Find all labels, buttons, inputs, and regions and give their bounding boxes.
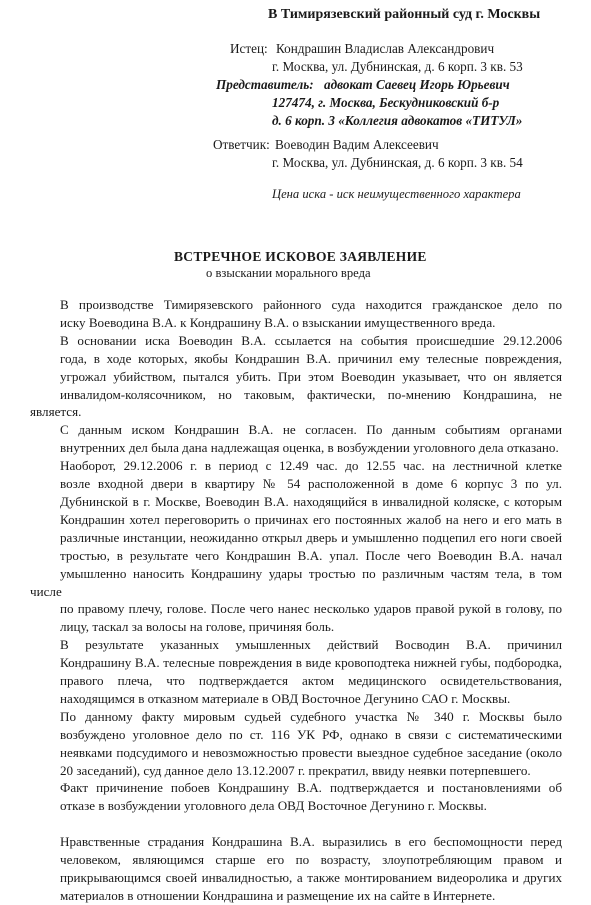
text-line: В производстве Тимирязевского районного суда находится гражданское дело по	[60, 297, 562, 312]
text-line: Дубнинской в г. Москве, Воеводин В.А. находящийся в инвалидной коляске, с которым	[60, 493, 562, 509]
defendant-address: г. Москва, ул. Дубнинская, д. 6 корп. 3 кв. 54	[272, 155, 523, 170]
text-line: инвалидом-колясочником, но таковым, фактически, по-мнению Кондрашина, не является.	[30, 386, 562, 420]
text-line: возле входной двери в квартиру № 54 расположенной в доме 6 корпус 3 по ул.	[60, 476, 562, 492]
text-line: отказе в возбуждении уголовного дела ОВД Восточное Дегунино г. Москвы.	[60, 798, 487, 814]
body-paragraph	[30, 636, 562, 708]
plaintiff-name: Кондрашин Владислав Александрович	[276, 41, 495, 56]
representative-label: Представитель:	[216, 77, 314, 92]
court-name: В Тимирязевский районный суд г. Москвы	[268, 7, 541, 22]
claim-price: Цена иска - иск неимущественного характера	[272, 187, 521, 201]
representative-name: адвокат Саевец Игорь Юрьевич	[324, 77, 510, 92]
text-line: Наоборот, 29.12.2006 г. в период с 12.49 час. до 12.55 час. на лестничной клетке	[60, 458, 562, 474]
text-line: Нравственные страдания Кондрашина В.А. выразились в его беспомощности перед	[60, 834, 562, 850]
text-line: внутренних дел была дана надлежащая оценка, в возбуждении уголовного дела отказано.	[60, 440, 559, 456]
text-line: лицу, таскал за волосы на голове, причиняя боль.	[60, 619, 335, 635]
body-paragraph	[30, 332, 562, 422]
text-line: По данному факту мировым судьей судебного участка № 340 г. Москвы было	[60, 708, 562, 724]
text-line: по правому плечу, голове. После чего нанес несколько ударов правой рукой в голову, по	[60, 601, 562, 617]
text-line: материалов в отношении Кондрашина и размещение их на сайте в Интернете.	[60, 888, 496, 903]
defendant-name: Воеводин Вадим Алексеевич	[275, 137, 439, 152]
text-line: года, в ходе которых, якобы Кондрашин В.А. причинил ему телесные повреждения,	[60, 350, 562, 366]
defendant-label: Ответчик:	[213, 137, 270, 152]
plaintiff-address: г. Москва, ул. Дубнинская, д. 6 корп. 3 кв. 53	[272, 59, 523, 74]
text-line: 20 заседаний), суд данное дело 13.12.2007 г. прекратил, ввиду неявки потерпевшего.	[60, 762, 531, 778]
text-line: тростью, в результате чего Кондрашин В.А. упал. После чего Воеводин В.А. начал	[60, 547, 562, 563]
document-body	[30, 296, 562, 905]
text-line: прикрывающимся своей инвалидностью, а также монтированием видеоролика и других	[60, 870, 562, 886]
text-line: различные инстанции, неожиданно открыл дверь и умышленно подцепил его ноги своей	[60, 529, 562, 545]
text-line: Кондрашин хотел переговорить о причинах его постоянных жалоб на него и его мать в	[60, 511, 562, 527]
text-line: Кондрашину В.А. телесные повреждения в виде кровоподтека нижней губы, подбородка,	[60, 655, 562, 671]
body-paragraph	[30, 779, 562, 815]
text-line: В результате указанных умышленных действий Восводин В.А. причинил	[60, 637, 562, 653]
representative-address-line-2: д. 6 корп. 3 «Коллегия адвокатов «ТИТУЛ»	[272, 113, 523, 128]
text-line: умышленно наносить Кондрашину удары тростью по различным частям тела, в том числе	[30, 565, 562, 599]
body-paragraph	[30, 708, 562, 780]
text-line: человеком, являющимся старше его по возрасту, злоупотребляющим правом и	[60, 852, 562, 868]
plaintiff-label: Истец:	[230, 41, 268, 56]
body-paragraph	[30, 833, 562, 905]
text-line: угрожал убийством, пытался убить. При этом Воеводин указывает, что он является	[60, 368, 562, 384]
text-line: возбуждено уголовное дело по ст. 116 УК РФ, однако в связи с систематическими	[60, 726, 562, 742]
body-paragraph	[30, 457, 562, 636]
text-line: Факт причинение побоев Кондрашину В.А. подтверждается и постановлениями об	[60, 780, 562, 796]
text-line: В основании иска Воеводин В.А. ссылается на события происшедшие 29.12.2006	[60, 332, 562, 348]
document-subtitle: о взыскании морального вреда	[206, 266, 371, 280]
text-line: находящимся в отказном материале в ОВД Восточное Дегунино САО г. Москвы.	[60, 690, 511, 706]
body-paragraph	[30, 421, 562, 457]
document-title: ВСТРЕЧНОЕ ИСКОВОЕ ЗАЯВЛЕНИЕ	[174, 249, 427, 264]
body-paragraph	[30, 296, 562, 332]
text-line: иску Воеводина В.А. к Кондрашину В.А. о взыскании имущественного вреда.	[60, 314, 496, 330]
representative-address-line-1: 127474, г. Москва, Бескудниковский б-р	[272, 95, 500, 110]
text-line: неявками подсудимого и невозможностью провести выездное судебное заседание (около	[60, 744, 562, 760]
text-line: правого плеча, что подтверждается актом медицинского освидетельствования,	[60, 673, 562, 689]
text-line: С данным иском Кондрашин В.А. не согласен. По данным событиям органами	[60, 422, 562, 438]
